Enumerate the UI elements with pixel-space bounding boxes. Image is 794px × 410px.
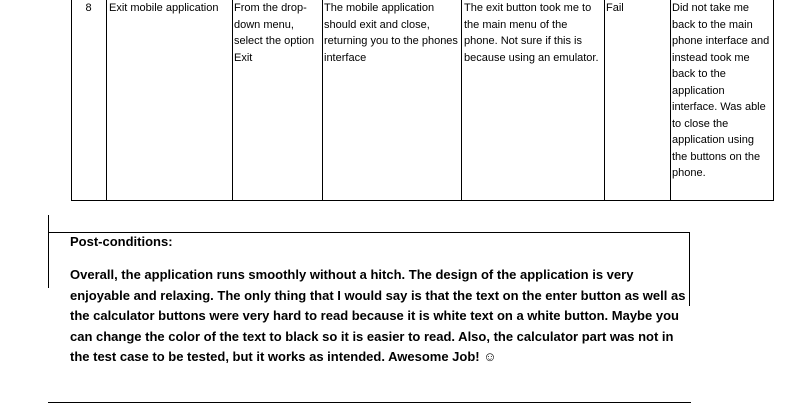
margin-guide-line xyxy=(48,215,49,288)
post-conditions-heading: Post-conditions: xyxy=(70,234,173,249)
post-conditions-text: Overall, the application runs smoothly without a hitch. The design of the application is very enjoyable and relaxing. The only thing that I would say is that the text on the enter button as well as the calculator buttons were very hard to read because it is white text on a white button. Maybe you can change the color of the text to black so it is easier to read. Also, the calculator part was not in the test case to be tested, but it works as intended. Awesome Job! ☺ xyxy=(70,267,686,364)
test-number-cell: 8 xyxy=(72,0,107,201)
pass-fail-cell: Fail xyxy=(605,0,671,201)
test-case-name-cell: Exit mobile application xyxy=(107,0,233,201)
test-steps-cell: From the drop-down menu, select the option Exit xyxy=(233,0,323,201)
expected-result-cell: The mobile application should exit and close, returning you to the phones interface xyxy=(323,0,462,201)
actual-result-cell: The exit button took me to the main menu of the phone. Not sure if this is because using an emulator. xyxy=(462,0,605,201)
section-divider-bottom xyxy=(48,402,691,403)
test-case-table xyxy=(71,0,774,201)
table-row xyxy=(72,0,774,201)
comments-cell: Did not take me back to the main phone interface and instead took me back to the application interface. Was able to close the application using the buttons on the phone. xyxy=(671,0,774,201)
